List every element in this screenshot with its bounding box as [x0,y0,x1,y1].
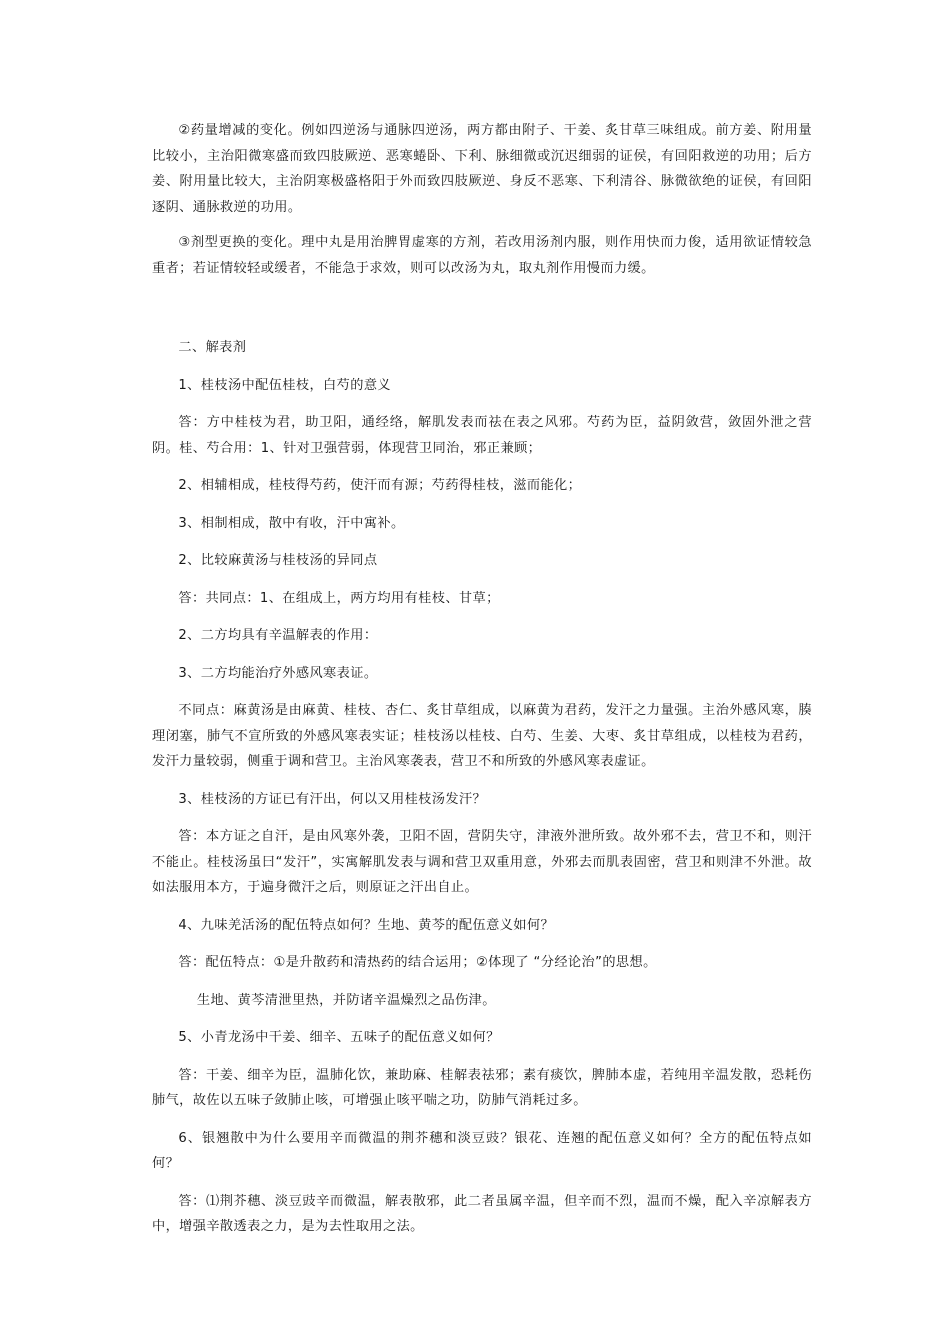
paragraph-dosage-form-change: ③剂型更换的变化。理中丸是用治脾胃虚寒的方剂，若改用汤剂内服，则作用快而力俊，适用欲证情较急重者；若证情较轻或缓者，不能急于求效，则可以改汤为丸，取丸剂作用慢而力缓。 [152,235,812,276]
answer-5: 答：干姜、细辛为臣，温肺化饮，兼助麻、桂解表祛邪；素有痰饮，脾肺本虚，若纯用辛温发散，恐耗伤肺气，故佐以五味子敛肺止咳，可增强止咳平喘之功，防肺气消耗过多。 [152,1067,812,1108]
question-2: 2、比较麻黄汤与桂枝汤的异同点 [178,553,378,568]
answer-4-extra: 生地、黄芩清泄里热，并防诸辛温燥烈之品伤津。 [196,992,496,1008]
answer-2-point-3: 3、二方均能治疗外感风寒表证。 [178,665,378,681]
answer-3: 答：本方证之自汗，是由风寒外袭，卫阳不固，营阴失守，津液外泄所致。故外邪不去，营卫不和，则汗不能止。桂枝汤虽曰“发汗”，实寓解肌发表与调和营卫双重用意，外邪去而肌表固密，营卫和则津不外泄。故如法服用本方，于遍身微汗之后，则原证之汗出自止。 [152,829,812,895]
answer-4: 答：配伍特点：①是升散药和清热药的结合运用；②体现了 “分经论治”的思想。 [178,955,657,970]
question-3: 3、桂枝汤的方证已有汗出，何以又用桂枝汤发汗？ [178,791,487,807]
answer-6: 答：⑴荆芥穗、淡豆豉辛而微温，解表散邪，此二者虽属辛温，但辛而不烈，温而不燥，配入辛凉解表方中，增强辛散透表之力，是为去性取用之法。 [152,1193,812,1234]
question-4: 4、九味羌活汤的配伍特点如何？生地、黄芩的配伍意义如何？ [178,917,555,933]
paragraph-dosage-change: ②药量增减的变化。例如四逆汤与通脉四逆汤，两方都由附子、干姜、炙甘草三味组成。前方姜、附用量比较小，主治阳微寒盛而致四肢厥逆、恶寒蜷卧、下利、脉细微或沉迟细弱的证侯，有回阳救逆的功用；后方姜、附用量比较大，主治阴寒极盛格阳于外而致四肢厥逆、身反不恶寒、下利清谷、脉微欲绝的证侯，有回阳逐阴、通脉救逆的功用。 [152,123,812,215]
answer-2-common: 答：共同点：1、在组成上，两方均用有桂枝、甘草； [178,590,500,606]
section-heading-jiebiao: 二、解表剂 [178,340,247,355]
question-1: 1、桂枝汤中配伍桂枝，白芍的意义 [178,377,391,393]
answer-1-point-2: 2、相辅相成，桂枝得芍药，使汗而有源；芍药得桂枝，滋而能化； [178,478,582,493]
document-body [152,118,812,1240]
answer-2-point-2: 2、二方均具有辛温解表的作用： [178,628,378,643]
answer-1: 答：方中桂枝为君，助卫阳，通经络，解肌发表而祛在表之风邪。芍药为臣，益阴敛营，敛固外泄之营阴。桂、芍合用：1、针对卫强营弱，体现营卫同治，邪正兼顾； [152,415,812,456]
answer-2-difference: 不同点：麻黄汤是由麻黄、桂枝、杏仁、炙甘草组成，以麻黄为君药，发汗之力量强。主治外感风寒，腠理闭塞，肺气不宣所致的外感风寒表实证；桂枝汤以桂枝、白芍、生姜、大枣、炙甘草组成，以桂枝为君药，发汗力量较弱，侧重于调和营卫。主治风寒袭表，营卫不和所致的外感风寒表虚证。 [152,703,812,769]
answer-1-point-3: 3、相制相成，散中有收，汗中寓补。 [178,515,405,531]
question-6: 6、银翘散中为什么要用辛而微温的荆芥穗和淡豆豉？银花、连翘的配伍意义如何？全方的配伍特点如何？ [152,1130,812,1171]
question-5: 5、小青龙汤中干姜、细辛、五味子的配伍意义如何？ [178,1030,500,1045]
